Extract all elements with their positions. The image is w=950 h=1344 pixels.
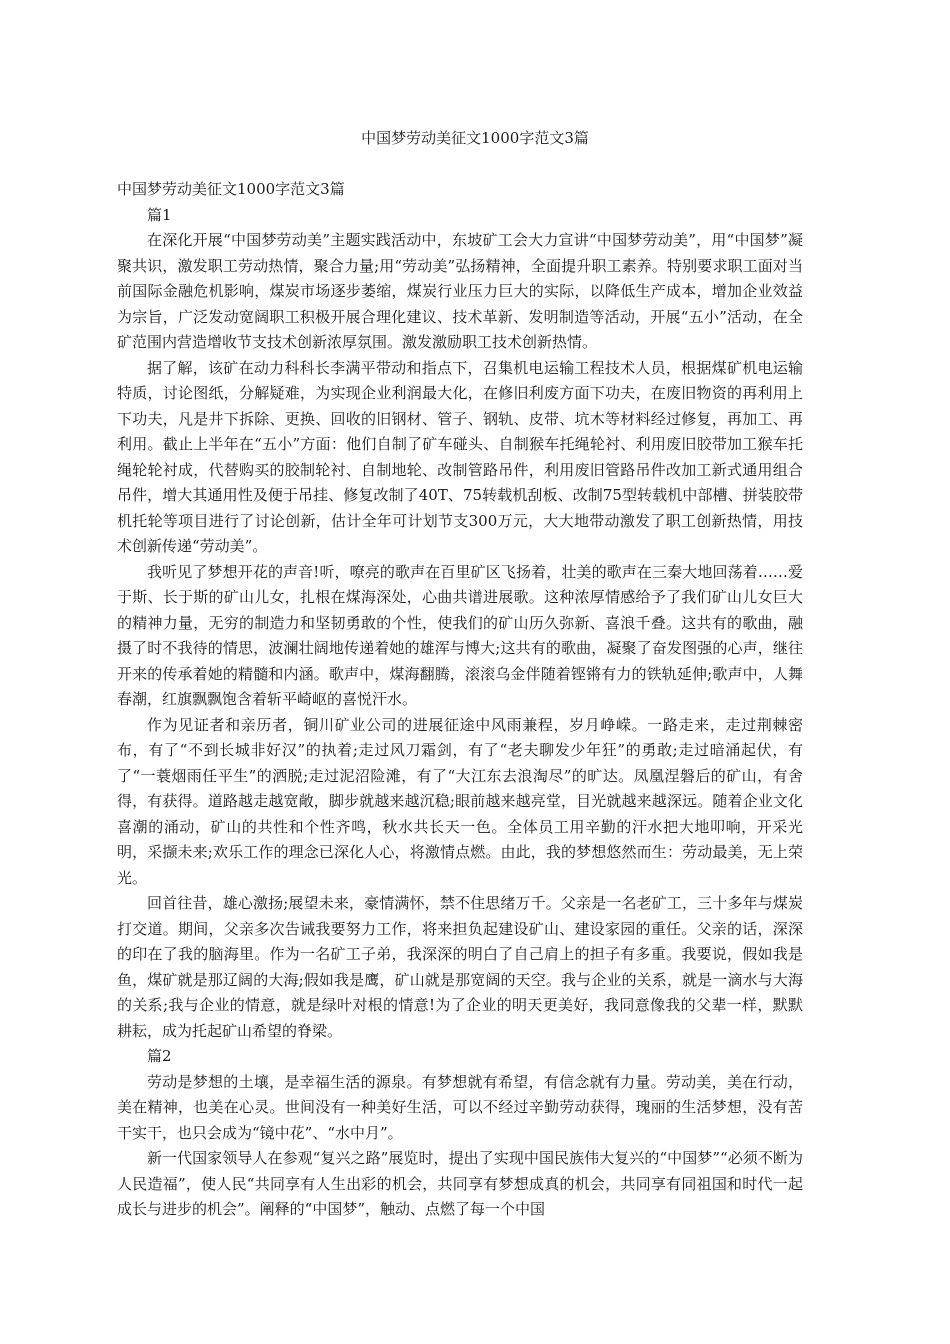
document-title: 中国梦劳动美征文1000字范文3篇 [361, 129, 589, 147]
paragraph: 新一代国家领导人在参观“复兴之路”展览时，提出了实现中国民族伟大复兴的“中国梦”“必须不断为人民造福”，使人民“共同享有人生出彩的机会，共同享有梦想成真的机会，共同享有同祖国和时代一起成长与进步的机会”。阐释的“中国梦”，触动、点燃了每一个中国 [117, 1149, 803, 1218]
paragraph: 回首往昔，雄心激扬;展望未来，豪情满怀，禁不住思绪万千。父亲是一名老矿工，三十多年与煤炭打交道。期间，父亲多次告诫我要努力工作，将来担负起建设矿山、建设家园的重任。父亲的话，深深的印在了我的脑海里。作为一名矿工子弟，我深深的明白了自己肩上的担子有多重。我要说，假如我是鱼，煤矿就是那辽阔的大海;假如我是鹰，矿山就是那宽阔的天空。我与企业的关系，就是一滴水与大海的关系;我与企业的情意，就是绿叶对根的情意!为了企业的明天更美好，我同意像我的父辈一样，默默耕耘，成为托起矿山希望的脊梁。 [117, 894, 803, 1040]
document-body [117, 177, 803, 1223]
document-subtitle: 中国梦劳动美征文1000字范文3篇 [117, 180, 345, 198]
paragraph: 在深化开展“中国梦劳动美”主题实践活动中，东坡矿工会大力宣讲“中国梦劳动美”，用“中国梦”凝聚共识，激发职工劳动热情，聚合力量;用“劳动美”弘扬精神，全面提升职工素养。特别要求职工面对当前国际金融危机影响，煤炭市场逐步萎缩，煤炭行业压力巨大的实际，以降低生产成本，增加企业效益为宗旨，广泛发动宽阔职工积极开展合理化建议、技术革新、发明制造等活动，开展“五小”活动，在全矿范围内营造增收节支技术创新浓厚氛围。激发激励职工技术创新热情。 [117, 231, 803, 351]
section-heading-2: 篇2 [147, 1047, 172, 1065]
paragraph: 作为见证者和亲历者，铜川矿业公司的进展征途中风雨兼程，岁月峥嵘。一路走来，走过荆棘密布，有了“不到长城非好汉”的执着;走过风刀霜剑，有了“老夫聊发少年狂”的勇敢;走过暗涌起伏，有了“一蓑烟雨任平生”的洒脱;走过泥沼险滩，有了“大江东去浪淘尽”的旷达。凤凰涅磐后的矿山，有舍得，有获得。道路越走越宽敞，脚步就越来越沉稳;眼前越来越亮堂，目光就越来越深远。随着企业文化喜潮的涌动，矿山的共性和个性齐鸣，秋水共长天一色。全体员工用辛勤的汗水把大地叩响，开采光明，采撷未来;欢乐工作的理念已深化人心，将激情点燃。由此，我的梦想悠然而生：劳动最美，无上荣光。 [117, 715, 803, 887]
section-heading-1: 篇1 [147, 205, 172, 224]
paragraph: 据了解，该矿在动力科科长李满平带动和指点下，召集机电运输工程技术人员，根据煤矿机电运输特质，讨论图纸，分解疑难，为实现企业利润最大化，在修旧利废方面下功夫，在废旧物资的再利用上下功夫，凡是井下拆除、更换、回收的旧钢材、管子、钢轨、皮带、坑木等材料经过修复，再加工、再利用。截止上半年在“五小”方面：他们自制了矿车碰头、自制猴车托绳轮衬、利用废旧胶带加工猴车托绳轮轮衬成，代替购买的胶制轮衬、自制地轮、改制管路吊件，利用废旧管路吊件改加工新式通用组合吊件，增大其通用性及便于吊挂、修复改制了40T、75转载机刮板、改制75型转载机中部槽、拼装胶带机托轮等项目进行了讨论创新，估计全年可计划节支300万元，大大地带动激发了职工创新热情，用技术创新传递“劳动美”。 [117, 358, 803, 555]
paragraph: 劳动是梦想的土壤，是幸福生活的源泉。有梦想就有希望，有信念就有力量。劳动美，美在行动，美在精神，也美在心灵。世间没有一种美好生活，可以不经过辛勤劳动获得，瑰丽的生活梦想，没有苦干实干，也只会成为“镜中花”、“水中月”。 [117, 1072, 803, 1142]
paragraph: 我听见了梦想开花的声音!听，嘹亮的歌声在百里矿区飞扬着，壮美的歌声在三秦大地回荡着……爱于斯、长于斯的矿山儿女，扎根在煤海深处，心曲共谱进展歌。这种浓厚情感给予了我们矿山儿女巨大的精神力量，无穷的制造力和坚韧勇敢的个性，使我们的矿山历久弥新、喜浪千叠。这共有的歌曲，融摄了时不我待的情思，波澜壮阔地传递着她的雄浑与博大;这共有的歌曲，凝聚了奋发图强的心声，继往开来的传承着她的精髓和内涵。歌声中，煤海翻腾，滚滚乌金伴随着铿锵有力的铁轨延伸;歌声中，人舞春潮，红旗飘飘饱含着斩平崎岖的喜悦汗水。 [117, 562, 803, 708]
